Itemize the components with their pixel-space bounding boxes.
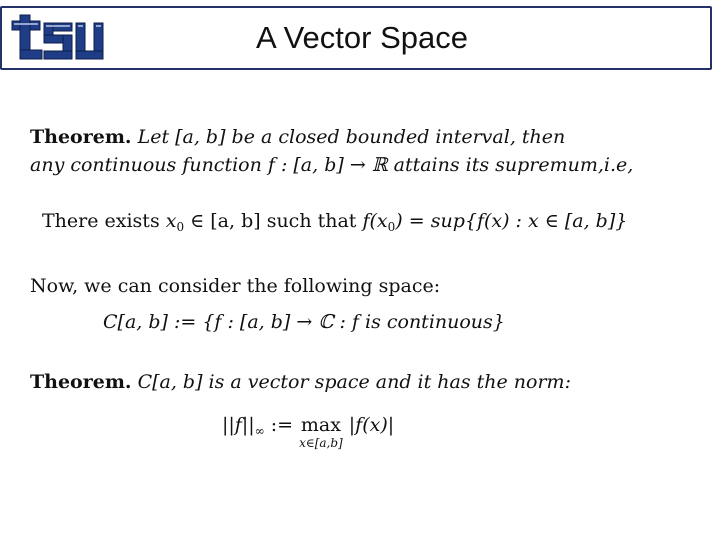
- theorem1-text-line1: Let [a, b] be a closed bounded interval, then: [137, 126, 566, 148]
- theorem1-line1: [30, 125, 565, 149]
- norm-assign: :=: [270, 414, 294, 436]
- slide-header: [0, 6, 712, 70]
- space-definition: C[a, b] := {f : [a, b] → ℂ : f is continuous}: [103, 311, 505, 333]
- norm-max: max x∈[a,b]: [299, 414, 343, 450]
- norm-lhs: $||f||_\infty$: [222, 414, 265, 438]
- exists-prefix: There exists: [42, 210, 160, 232]
- tsu-logo-icon: [10, 13, 106, 65]
- norm-max-subscript: x∈[a,b]: [299, 436, 343, 450]
- norm-formula: [222, 413, 394, 449]
- exists-middle: ∈ [a, b] such that: [190, 210, 357, 232]
- now-line: Now, we can consider the following space:: [30, 275, 441, 297]
- theorem2-line: [30, 370, 571, 394]
- x0-symbol: $x_0$: [165, 210, 185, 234]
- norm-rhs: |f(x)|: [348, 414, 395, 436]
- theorem1-label: Theorem.: [30, 126, 132, 148]
- theorem2-label: Theorem.: [30, 371, 132, 393]
- f-x0-expression: $f(x_0) = sup\{f(x)$ : x ∈ [a, b]}: [362, 210, 628, 234]
- exists-statement: [42, 209, 627, 239]
- slide-title: A Vector Space: [256, 20, 468, 55]
- theorem1-text-line2: any continuous function f : [a, b] → ℝ attains its supremum,i.e,: [30, 154, 634, 176]
- theorem2-text: C[a, b] is a vector space and it has the norm:: [137, 371, 571, 393]
